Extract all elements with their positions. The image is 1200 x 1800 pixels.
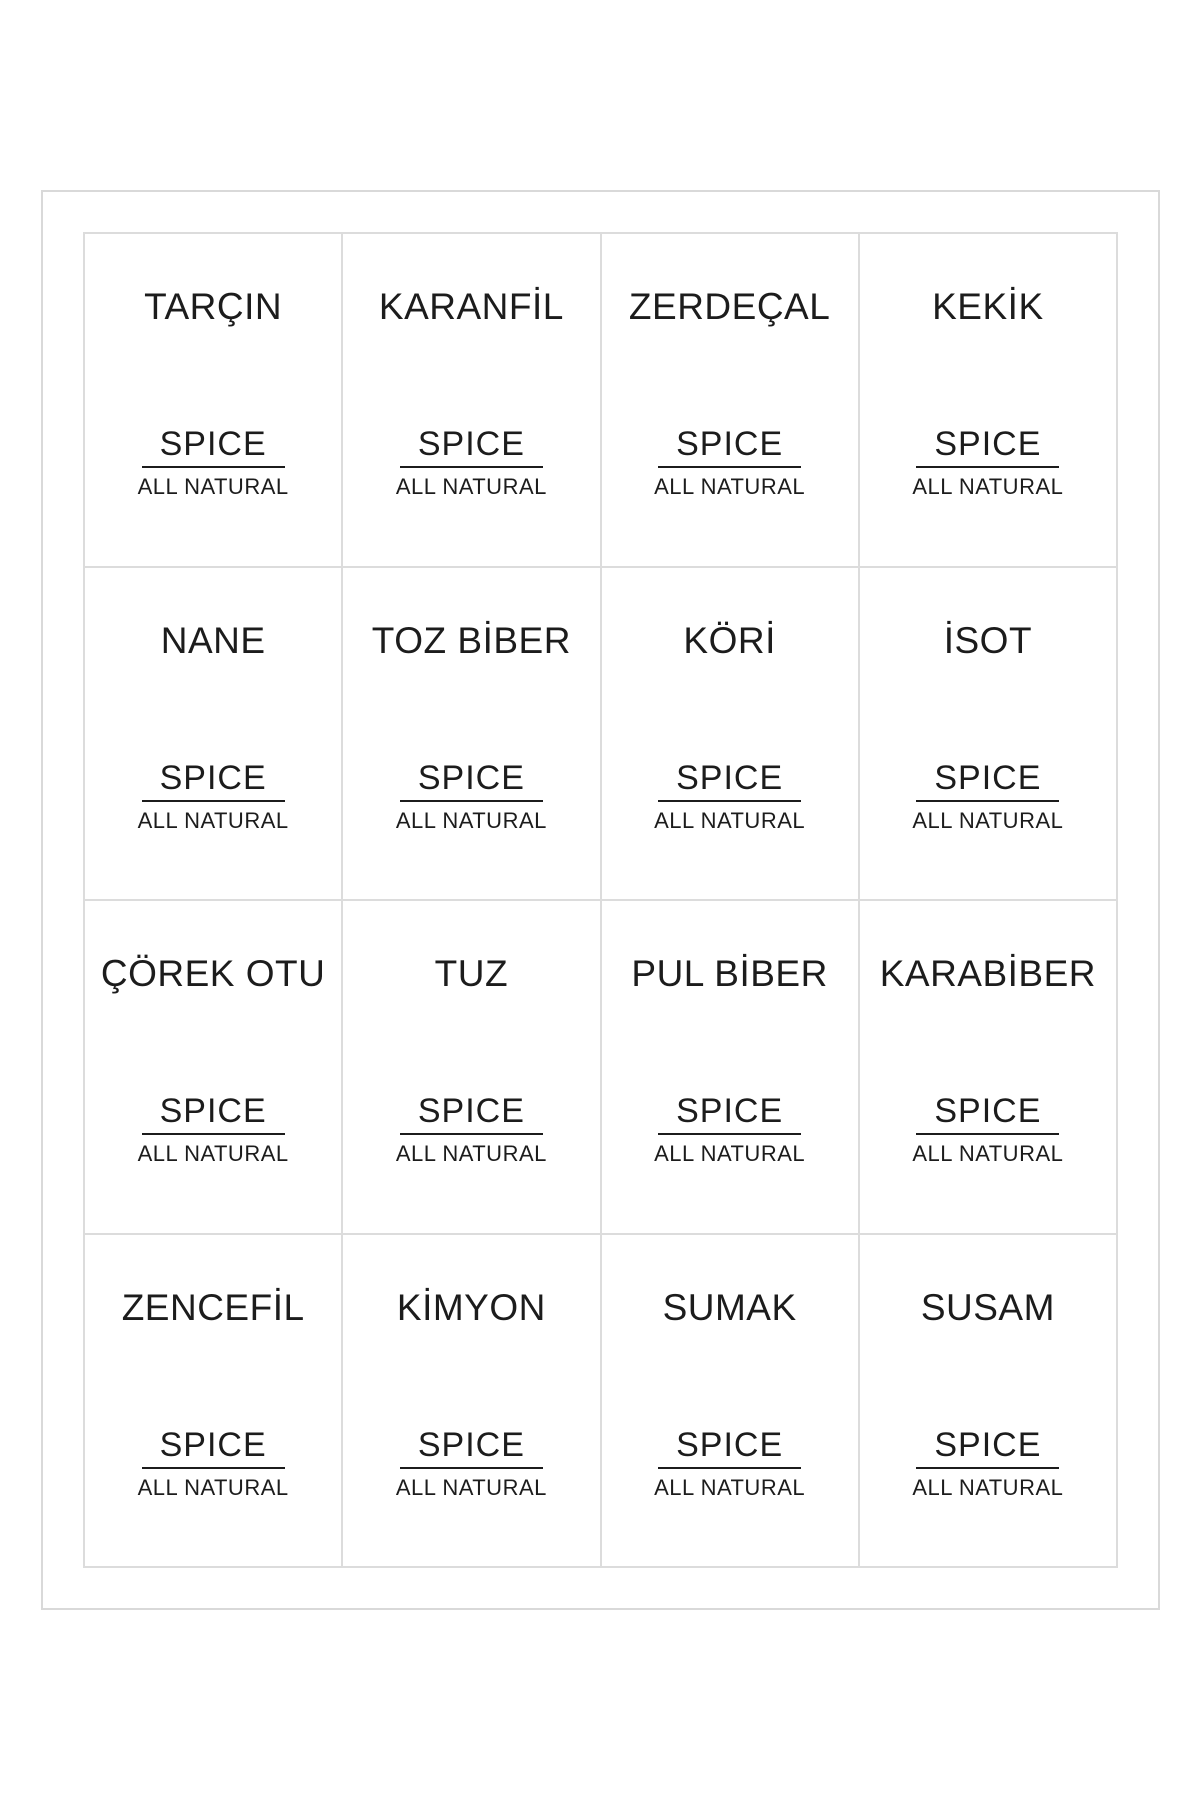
brand-block <box>85 1425 341 1501</box>
brand-subtitle: ALL NATURAL <box>395 1141 547 1166</box>
brand-block <box>343 758 599 834</box>
brand-block <box>602 758 858 834</box>
spice-label <box>602 1235 860 1569</box>
spice-name: PUL BİBER <box>631 953 828 994</box>
spice-name: ÇÖREK OTU <box>100 953 326 994</box>
spice-label <box>860 234 1118 568</box>
spice-name: İSOT <box>943 619 1033 661</box>
brand-block <box>860 1091 1116 1167</box>
brand-title: SPICE <box>658 758 801 802</box>
brand-block <box>602 1091 858 1167</box>
brand-title: SPICE <box>916 758 1059 802</box>
spice-name: KARABİBER <box>879 953 1097 994</box>
spice-label <box>85 901 343 1235</box>
brand-subtitle: ALL NATURAL <box>654 807 806 833</box>
spice-label <box>860 1235 1118 1569</box>
brand-subtitle: ALL NATURAL <box>912 474 1064 499</box>
brand-block <box>860 424 1116 500</box>
spice-name: TARÇIN <box>144 286 283 327</box>
brand-title: SPICE <box>142 1091 285 1135</box>
spice-label <box>343 568 601 902</box>
brand-subtitle: ALL NATURAL <box>395 474 547 499</box>
brand-title: SPICE <box>142 758 285 802</box>
brand-subtitle: ALL NATURAL <box>395 807 547 833</box>
brand-block <box>602 1425 858 1501</box>
spice-label <box>343 1235 601 1569</box>
brand-block <box>85 758 341 834</box>
brand-title: SPICE <box>400 1425 543 1469</box>
brand-block <box>85 1091 341 1167</box>
spice-label-grid <box>83 232 1118 1568</box>
brand-subtitle: ALL NATURAL <box>395 1474 547 1500</box>
brand-subtitle: ALL NATURAL <box>137 1141 289 1166</box>
spice-label <box>602 901 860 1235</box>
spice-name: ZENCEFİL <box>121 1286 305 1328</box>
brand-subtitle: ALL NATURAL <box>137 474 289 499</box>
spice-label <box>85 1235 343 1569</box>
brand-subtitle: ALL NATURAL <box>654 1474 806 1500</box>
spice-label <box>343 901 601 1235</box>
brand-title: SPICE <box>400 1091 543 1135</box>
brand-block <box>343 1425 599 1501</box>
spice-label <box>343 234 601 568</box>
spice-label <box>860 901 1118 1235</box>
brand-title: SPICE <box>400 424 543 468</box>
spice-name: KÖRİ <box>683 619 776 661</box>
brand-block <box>343 1091 599 1167</box>
brand-block <box>860 1425 1116 1501</box>
brand-subtitle: ALL NATURAL <box>137 1474 289 1500</box>
spice-label <box>85 234 343 568</box>
brand-title: SPICE <box>916 1091 1059 1135</box>
spice-label <box>85 568 343 902</box>
brand-title: SPICE <box>658 424 801 468</box>
brand-title: SPICE <box>916 1425 1059 1469</box>
brand-subtitle: ALL NATURAL <box>912 807 1064 833</box>
spice-label <box>602 568 860 902</box>
brand-title: SPICE <box>142 424 285 468</box>
brand-block <box>85 424 341 500</box>
spice-label <box>860 568 1118 902</box>
brand-block <box>343 424 599 500</box>
brand-title: SPICE <box>916 424 1059 468</box>
spice-name: TOZ BİBER <box>371 619 571 661</box>
brand-subtitle: ALL NATURAL <box>654 474 806 499</box>
brand-subtitle: ALL NATURAL <box>912 1141 1064 1166</box>
spice-name: ZERDEÇAL <box>628 286 831 327</box>
spice-name: KARANFİL <box>378 286 564 327</box>
brand-block <box>602 424 858 500</box>
brand-subtitle: ALL NATURAL <box>654 1141 806 1166</box>
brand-block <box>860 758 1116 834</box>
brand-title: SPICE <box>658 1425 801 1469</box>
brand-subtitle: ALL NATURAL <box>137 807 289 833</box>
spice-name: SUSAM <box>920 1286 1055 1328</box>
brand-title: SPICE <box>142 1425 285 1469</box>
spice-name: KEKİK <box>932 286 1044 327</box>
brand-title: SPICE <box>400 758 543 802</box>
spice-name: TUZ <box>434 953 509 994</box>
spice-name: SUMAK <box>662 1286 797 1328</box>
brand-subtitle: ALL NATURAL <box>912 1474 1064 1500</box>
spice-label <box>602 234 860 568</box>
brand-title: SPICE <box>658 1091 801 1135</box>
spice-name: NANE <box>160 619 266 661</box>
spice-name: KİMYON <box>396 1286 546 1328</box>
